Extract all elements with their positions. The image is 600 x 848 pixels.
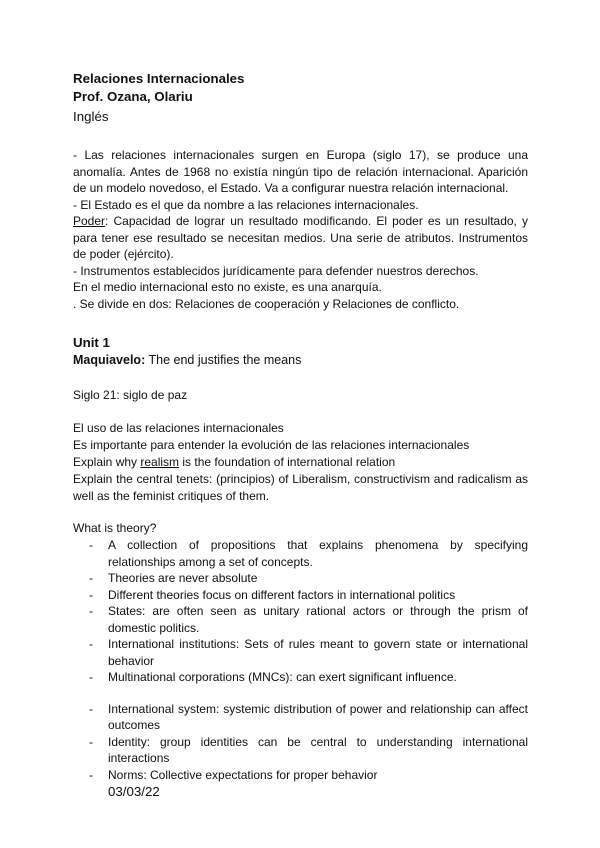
list-item: - Theories are never absolute	[73, 570, 528, 587]
list-item: - States: are often seen as unitary rational actors or through the prism of domestic politics.	[73, 603, 528, 636]
list-item: - International system: systemic distribution of power and relationship can affect outcomes	[73, 701, 528, 734]
objective-2: Es importante para entender la evolución de las relaciones internacionales	[73, 438, 470, 452]
theory-question: What is theory?	[73, 521, 157, 535]
siglo-line: Siglo 21: siglo de paz	[73, 388, 188, 402]
poder-term: Poder	[73, 214, 106, 228]
list-item: - Identity: group identities can be central to understanding international interactions	[73, 734, 528, 767]
theory-list	[73, 537, 528, 686]
poder-paragraph	[73, 213, 528, 263]
maquiavelo-quote: The end justifies the means	[145, 353, 302, 367]
maquiavelo-line	[73, 352, 528, 369]
list-item: - Different theories focus on different factors in international politics	[73, 587, 528, 604]
document-page	[73, 70, 528, 801]
intro-paragraph-5: En el medio internacional esto no existe, es una anarquía.	[73, 280, 382, 294]
intro-paragraph-2: - El Estado es el que da nombre a las relaciones internacionales.	[73, 197, 419, 212]
maquiavelo-label: Maquiavelo:	[73, 353, 146, 367]
objective-1: El uso de las relaciones internacionales	[73, 421, 284, 435]
objective-3	[73, 454, 528, 471]
theory-list-2	[73, 701, 528, 784]
list-item: - Multinational corporations (MNCs): can exert significant influence.	[73, 669, 528, 686]
intro-paragraph-4: - Instrumentos establecidos jurídicamente para defender nuestros derechos.	[73, 263, 479, 278]
unit-heading: Unit 1	[73, 335, 110, 350]
objective-3-post: is the foundation of international relation	[179, 455, 396, 469]
intro-paragraph-1: - Las relaciones internacionales surgen en Europa (siglo 17), se produce una anomalía. Antes de 1968 no existía ningún tipo de relación internacional. Aparición de un modelo novedoso, el Estado. Va a configurar nuestra relación internacional.	[73, 148, 528, 195]
objective-4: Explain the central tenets: (principios) of Liberalism, constructivism and radicalism as well as the feminist critiques of them.	[73, 472, 528, 503]
document-title: Relaciones Internacionales	[73, 71, 245, 86]
list-item: - Norms: Collective expectations for proper behavior	[73, 767, 528, 784]
list-item: - International institutions: Sets of rules meant to govern state or international behavior	[73, 636, 528, 669]
professor-name: Prof. Ozana, Olariu	[73, 89, 193, 104]
subject-label: Inglés	[73, 109, 109, 124]
list-item: - A collection of propositions that explains phenomena by specifying relationships among a set of concepts.	[73, 537, 528, 570]
date-label: 03/03/22	[108, 784, 160, 799]
objective-3-pre: Explain why	[73, 455, 141, 469]
poder-definition: : Capacidad de lograr un resultado modificando. El poder es un resultado, y para tener ese resultado se necesitan medios. Una serie de atributos. Instrumentos de poder (ejército).	[73, 214, 528, 261]
realism-term: realism	[140, 455, 180, 469]
intro-paragraph-6: . Se divide en dos: Relaciones de cooperación y Relaciones de conflicto.	[73, 296, 460, 311]
